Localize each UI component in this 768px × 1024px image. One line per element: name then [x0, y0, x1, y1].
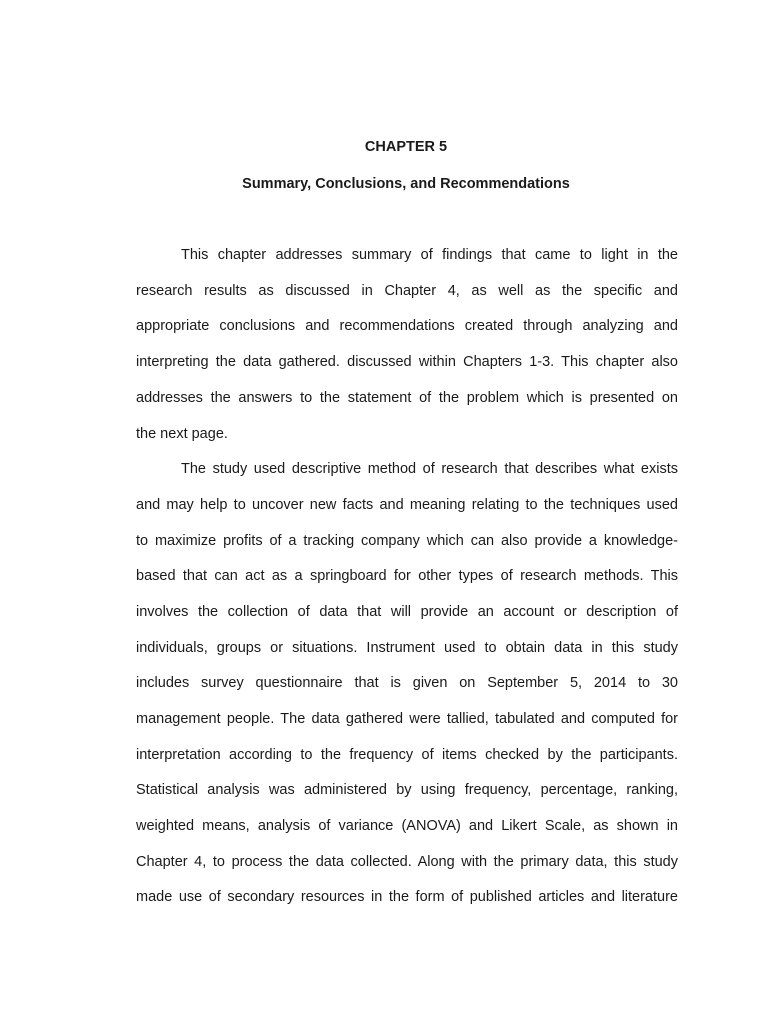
paragraph-line: to maximize profits of a tracking company which can also provide a knowledge-	[136, 533, 678, 549]
paragraph-line: individuals, groups or situations. Instrument used to obtain data in this study	[136, 640, 678, 656]
paragraph-line: and may help to uncover new facts and meaning relating to the techniques used	[136, 497, 678, 513]
chapter-title: Summary, Conclusions, and Recommendations	[242, 176, 570, 192]
paragraph-line: includes survey questionnaire that is given on September 5, 2014 to 30	[136, 675, 678, 691]
paragraph-line: research results as discussed in Chapter 4, as well as the specific and	[136, 283, 678, 299]
paragraph-line: appropriate conclusions and recommendations created through analyzing and	[136, 318, 678, 334]
paragraph-line: This chapter addresses summary of findings that came to light in the	[181, 247, 678, 263]
paragraph-line: interpretation according to the frequency of items checked by the participants.	[136, 747, 678, 763]
paragraph-line: based that can act as a springboard for other types of research methods. This	[136, 568, 678, 584]
paragraph-line: The study used descriptive method of research that describes what exists	[181, 461, 678, 477]
paragraph-line: involves the collection of data that will provide an account or description of	[136, 604, 678, 620]
paragraph-line: interpreting the data gathered. discussed within Chapters 1-3. This chapter also	[136, 354, 678, 370]
paragraph-line: made use of secondary resources in the form of published articles and literature	[136, 889, 678, 905]
paragraph-line: addresses the answers to the statement of the problem which is presented on	[136, 390, 678, 406]
paragraph-line: management people. The data gathered were tallied, tabulated and computed for	[136, 711, 678, 727]
paragraph-line: Statistical analysis was administered by using frequency, percentage, ranking,	[136, 782, 678, 798]
paragraph-line: Chapter 4, to process the data collected. Along with the primary data, this study	[136, 854, 678, 870]
paragraph-line: weighted means, analysis of variance (ANOVA) and Likert Scale, as shown in	[136, 818, 678, 834]
chapter-number: CHAPTER 5	[364, 139, 448, 155]
paragraph-line: the next page.	[136, 426, 228, 442]
